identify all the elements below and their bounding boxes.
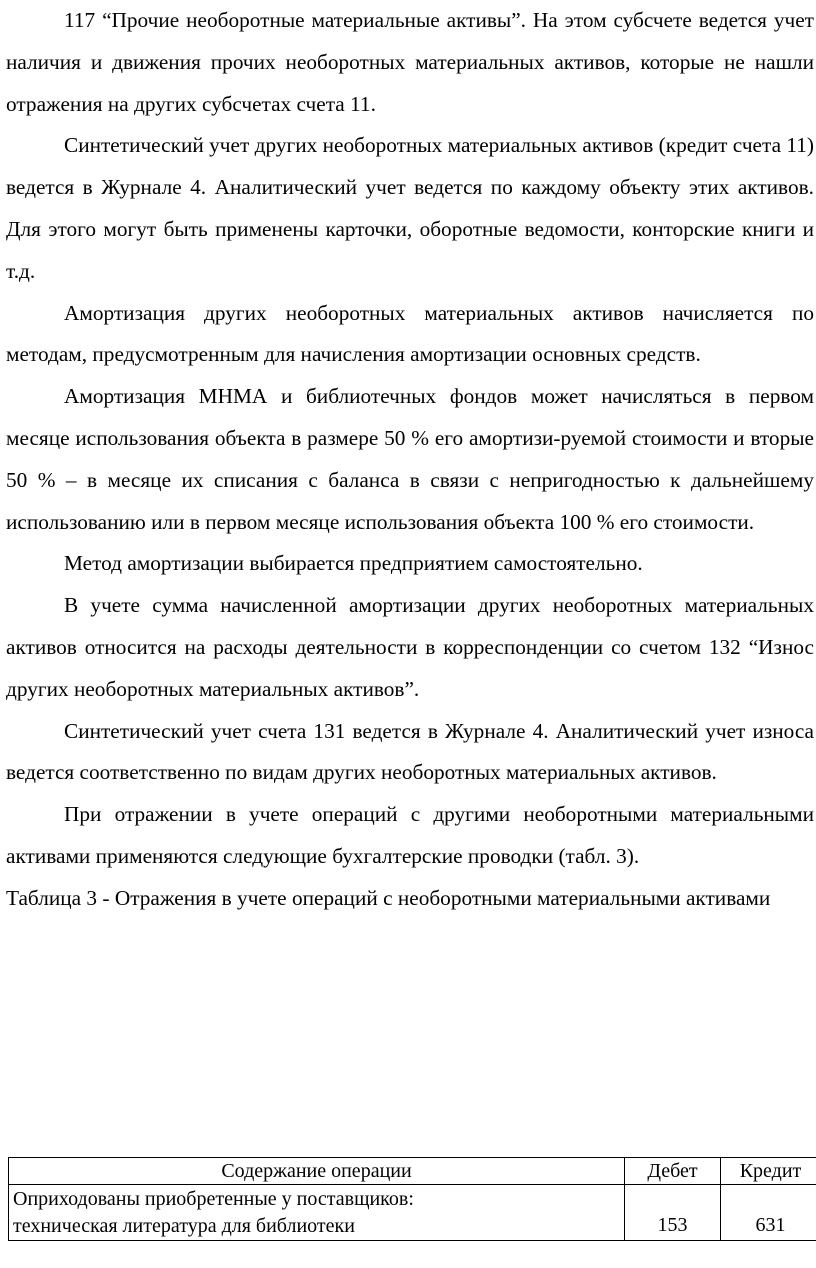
paragraph-synthetic-accounting: Синтетический учет других необоротных материальных активов (кредит счета 11) ведется в Журнале 4. Аналитический учет ведется по каждому объекту этих активов. Для этого могут быть применены карточки, оборотные ведомости, конторские книги и т.д. [6,133,814,283]
header-debit: Дебет [625,1158,721,1185]
paragraph-depreciation-methods: Амортизация других необоротных материальных активов начисляется по методам, предусмотренным для начисления амортизации основных средств. [6,300,814,367]
operation-line-2: техническая литература для библиотеки [13,1215,355,1237]
paragraph-accrued-depreciation: В учете сумма начисленной амортизации других необоротных материальных активов относится на расходы деятельности в корреспонденции со счетом 132 “Износ других необоротных материальных активов”. [6,593,814,701]
paragraph-account-131: Синтетический учет счета 131 ведется в Журнале 4. Аналитический учет износа ведется соответственно по видам других необоротных материальных активов. [6,718,814,785]
header-operation: Содержание операции [9,1158,625,1185]
document-body [6,0,814,920]
table-caption: Таблица 3 - Отражения в учете операций с необоротными материальными активами [6,885,771,910]
debit-cell: 153 [625,1185,721,1241]
paragraph-subaccount-117: 117 “Прочие необоротные материальные активы”. На этом субсчете ведется учет наличия и движения прочих необоротных материальных активов, которые не нашли отражения на других субсчетах счета 11. [6,8,814,116]
operations-table [8,1157,816,1241]
header-credit: Кредит [721,1158,816,1185]
table-header-row [9,1158,816,1185]
paragraph-entries-intro: При отражении в учете операций с другими необоротными материальными активами применяются следующие бухгалтерские проводки (табл. 3). [6,802,814,868]
operation-line-1: Оприходованы приобретенные у поставщиков: [13,1188,414,1210]
table-row [9,1185,816,1241]
paragraph-method-choice: Метод амортизации выбирается предприятием самостоятельно. [64,551,643,576]
paragraph-mnma-depreciation: Амортизация МНМА и библиотечных фондов может начисляться в первом месяце использования объекта в размере 50 % его амортизи-руемой стоимости и вторые 50 % – в месяце их списания с баланса в связи с непригодностью к дальнейшему использованию или в первом месяце использования объекта 100 % его стоимости. [6,384,814,534]
operation-cell [9,1185,625,1241]
credit-cell: 631 [721,1185,816,1241]
